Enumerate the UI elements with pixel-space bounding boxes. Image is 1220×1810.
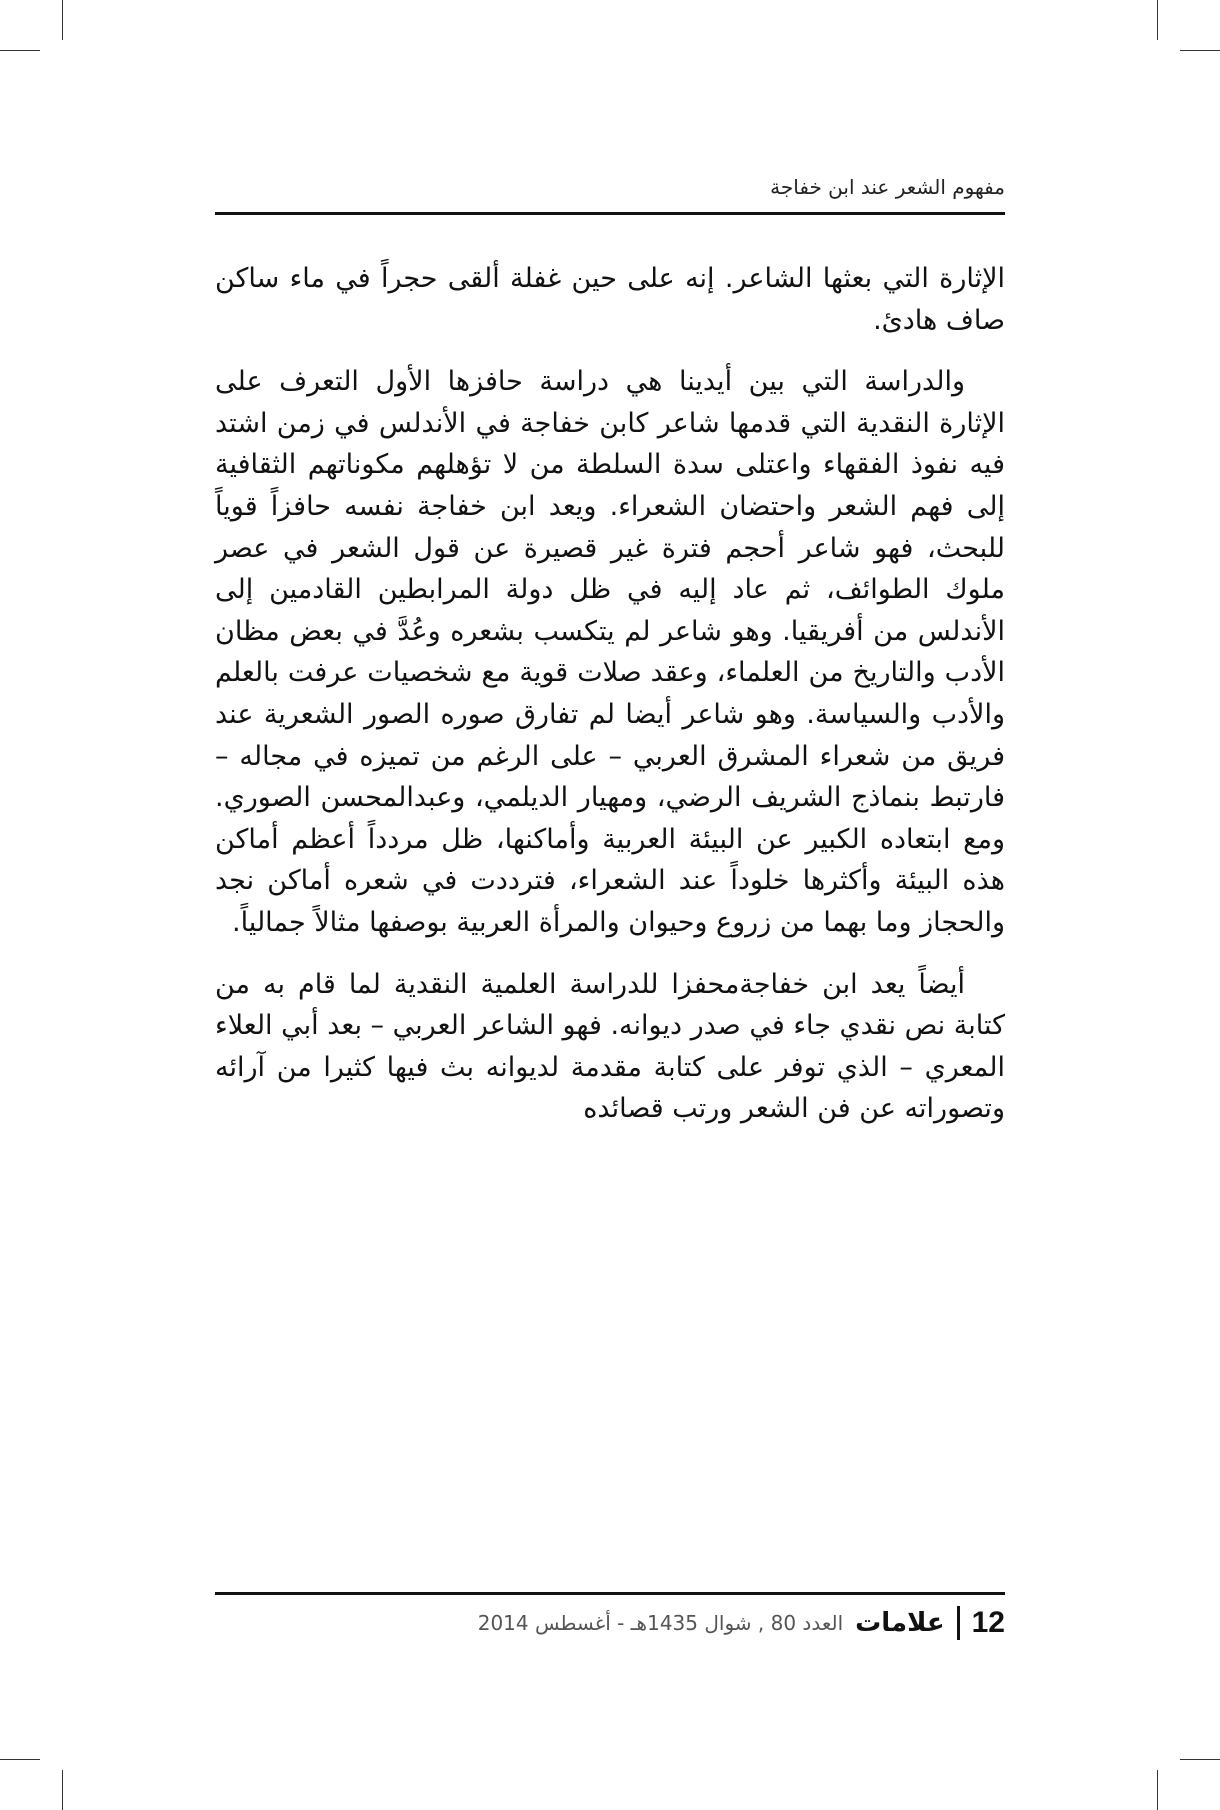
running-head: مفهوم الشعر عند ابن خفاجة: [770, 175, 1005, 199]
paragraph: الإثارة التي بعثها الشاعر. إنه على حين غفلة ألقى حجراً في ماء ساكن صاف هادئ.: [215, 263, 1005, 336]
crop-mark: [62, 1770, 63, 1810]
paragraph: والدراسة التي بين أيدينا هي دراسة حافزها الأول التعرف على الإثارة النقدية التي قدمها شاعر كابن خفاجة في الأندلس في زمن اشتد فيه نفوذ الفقهاء واعتلى سدة السلطة من لا تؤهلهم مكوناتهم الثقافية إلى فهم الشعر واحتضان الشعراء. ويعد ابن خفاجة نفسه حافزاً قوياً للبحث، فهو شاعر أحجم فترة غير قصيرة عن قول الشعر في عصر ملوك الطوائف، ثم عاد إليه في ظل دولة المرابطين القادمين إلى الأندلس من أفريقيا. وهو شاعر لم يتكسب بشعره وعُدَّ في بعض مظان الأدب والتاريخ من العلماء، وعقد صلات قوية مع شخصيات عرفت بالعلم والأدب والسياسة. وهو شاعر أيضا لم تفارق صوره الصور الشعرية عند فريق من شعراء المشرق العربي – على الرغم من تميزه في مجاله – فارتبط بنماذج الشريف الرضي، ومهيار الديلمي، وعبدالمحسن الصوري. ومع ابتعاده الكبير عن البيئة العربية وأماكنها، ظل مردداً أعظم أماكن هذه البيئة وأكثرها خلوداً عند الشعراء، فترددت في شعره أماكن نجد والحجاز وما بهما من زروع وحيوان والمرأة العربية بوصفها مثالاً جمالياً.: [215, 366, 1005, 938]
crop-mark: [0, 50, 40, 51]
crop-mark: [1157, 1770, 1158, 1810]
issue-info: العدد 80 , شوال 1435هـ - أغسطس 2014: [477, 1611, 844, 1635]
crop-mark: [1157, 0, 1158, 40]
crop-mark: [0, 1759, 40, 1760]
crop-mark: [62, 0, 63, 40]
footer-divider: [957, 1606, 960, 1640]
paragraph: أيضاً يعد ابن خفاجةمحفزا للدراسة العلمية النقدية لما قام به من كتابة نص نقدي جاء في صدر ديوانه. فهو الشاعر العربي – بعد أبي العلاء المعري – الذي توفر على كتابة مقدمة لديوانه بث فيها كثيرا من آرائه وتصوراته عن فن الشعر ورتب قصائده: [215, 968, 1005, 1125]
footer-rule: [215, 1592, 1005, 1595]
crop-mark: [1180, 50, 1220, 51]
journal-name: علامات: [855, 1608, 945, 1638]
body-text: [215, 258, 1005, 1150]
page-number: 12: [971, 1606, 1005, 1639]
header-rule: [215, 212, 1005, 215]
crop-mark: [1180, 1759, 1220, 1760]
footer: [215, 1598, 1005, 1648]
